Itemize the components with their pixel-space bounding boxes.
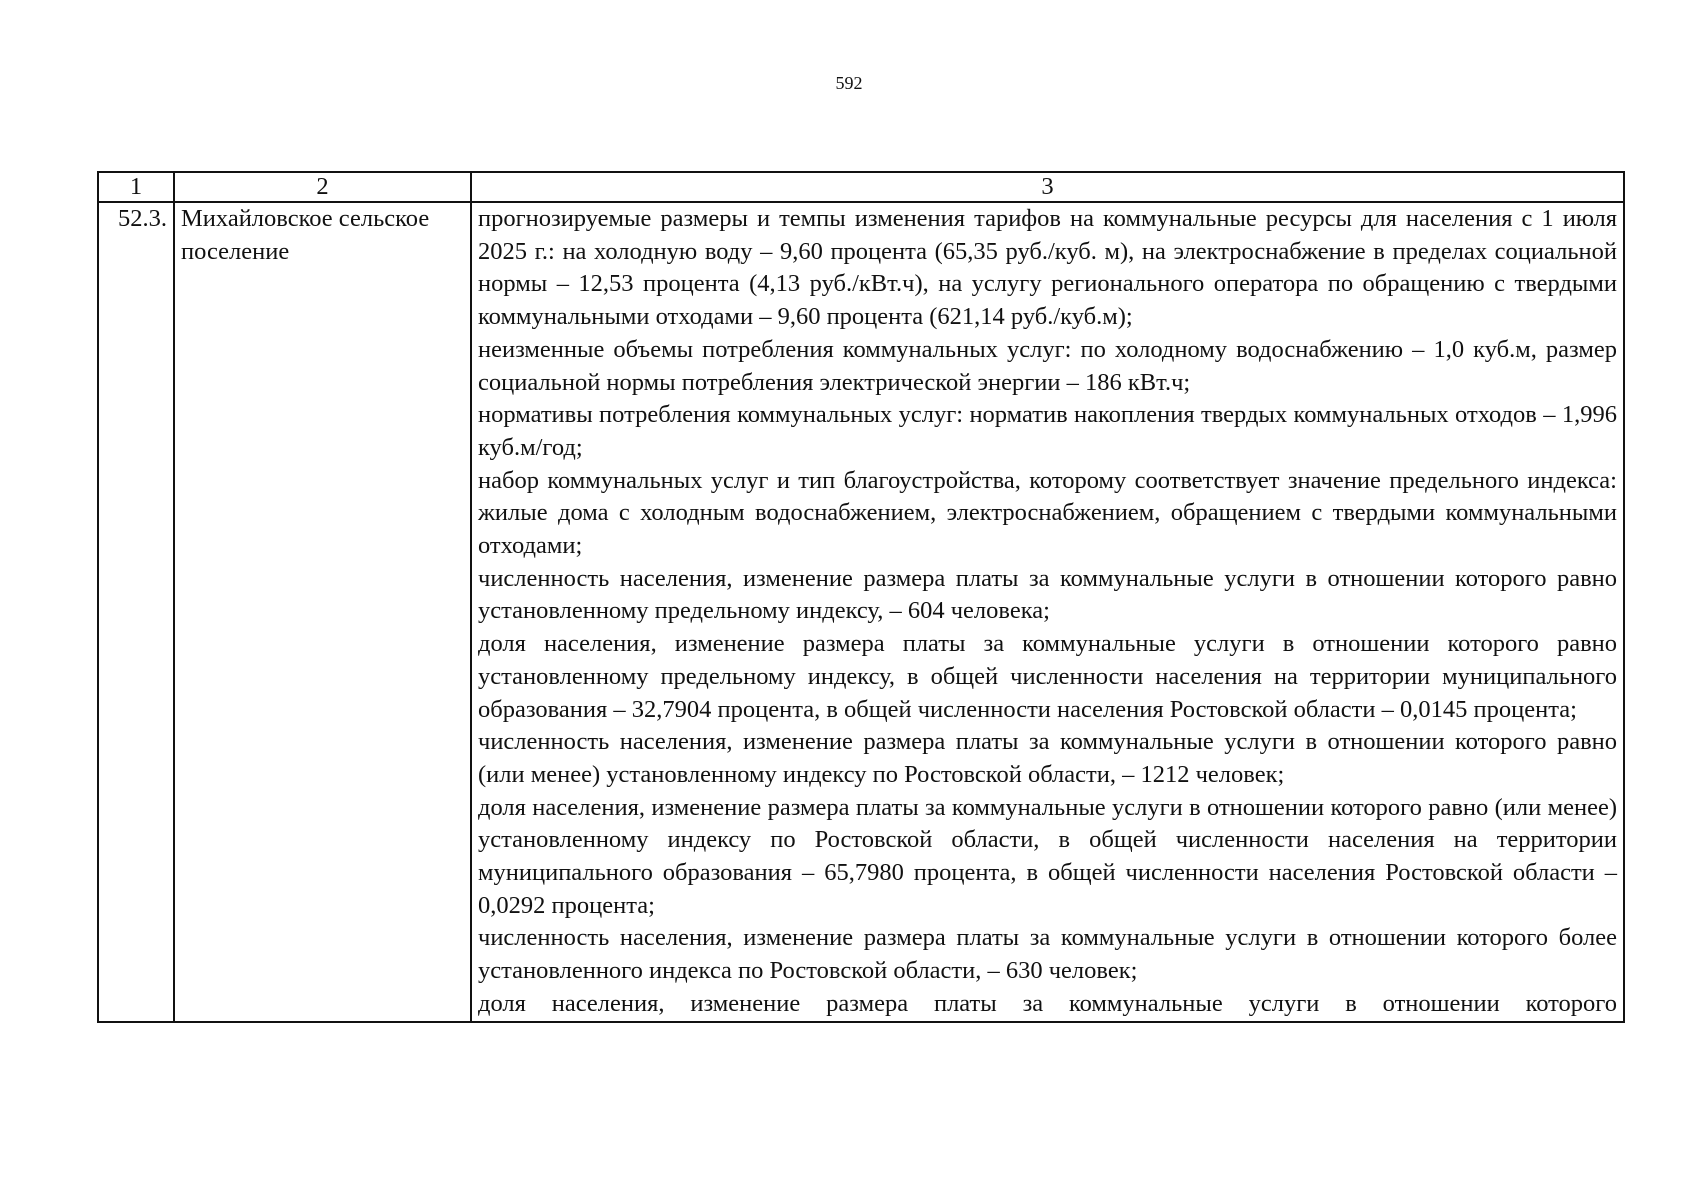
paragraph-share-more: доля населения, изменение размера платы за коммунальные услуги в отношении которого <box>478 989 1617 1017</box>
column-header-1: 1 <box>98 172 174 202</box>
paragraph-population-equal-or-less: численность населения, изменение размера платы за коммунальные услуги в отношении которого равно (или менее) установленному индексу по Ростовской области, – 1212 человек; <box>478 728 1617 788</box>
paragraph-population-more: численность населения, изменение размера платы за коммунальные услуги в отношении которого более установленного индекса по Ростовской области, – 630 человек; <box>478 924 1617 985</box>
paragraph-tariffs: прогнозируемые размеры и темпы изменения тарифов на коммунальные ресурсы для населения с 1 июля 2025 г.: на холодную воду – 9,60 процента (65,35 руб./куб. м), на электроснабжение в пределах социальной нормы – 12,53 процента (4,13 руб./кВт.ч), на услугу регионального оператора по обращению с твердыми коммунальными отходами – 9,60 процента (621,14 руб./куб.м); <box>478 205 1617 331</box>
row-description <box>471 202 1624 1022</box>
settlement-name: Михайловское сельское поселение <box>174 202 471 1022</box>
column-header-2: 2 <box>174 172 471 202</box>
paragraph-share-equal-or-less: доля населения, изменение размера платы за коммунальные услуги в отношении которого равно (или менее) установленному индексу по Ростовской области, в общей численности населения на территории муниципального образования – 65,7980 процента, в общей численности населения Ростовской области – 0,0292 процента; <box>478 793 1617 919</box>
document-table <box>97 171 1625 1023</box>
row-number: 52.3. <box>98 202 174 1022</box>
paragraph-share-equal: доля населения, изменение размера платы за коммунальные услуги в отношении которого равно установленному предельному индексу, в общей численности населения на территории муниципального образования – 32,7904 процента, в общей численности населения Ростовской области – 0,0145 процента; <box>478 630 1617 723</box>
table-header-row <box>98 172 1624 202</box>
paragraph-consumption-volumes: неизменные объемы потребления коммунальных услуг: по холодному водоснабжению – 1,0 куб.м, размер социальной нормы потребления электрической энергии – 186 кВт.ч; <box>478 335 1617 396</box>
paragraph-consumption-norms: нормативы потребления коммунальных услуг: норматив накопления твердых коммунальных отходов – 1,996 куб.м/год; <box>478 401 1617 461</box>
table-row <box>98 202 1624 1022</box>
paragraph-population-equal: численность населения, изменение размера платы за коммунальные услуги в отношении которого равно установленному предельному индексу, – 604 человека; <box>478 564 1617 625</box>
column-header-3: 3 <box>471 172 1624 202</box>
page-number: 592 <box>835 73 863 93</box>
paragraph-services-set: набор коммунальных услуг и тип благоустройства, которому соответствует значение предельного индекса: жилые дома с холодным водоснабжением, электроснабжением, обращением с твердыми коммунальными отходами; <box>478 466 1617 560</box>
